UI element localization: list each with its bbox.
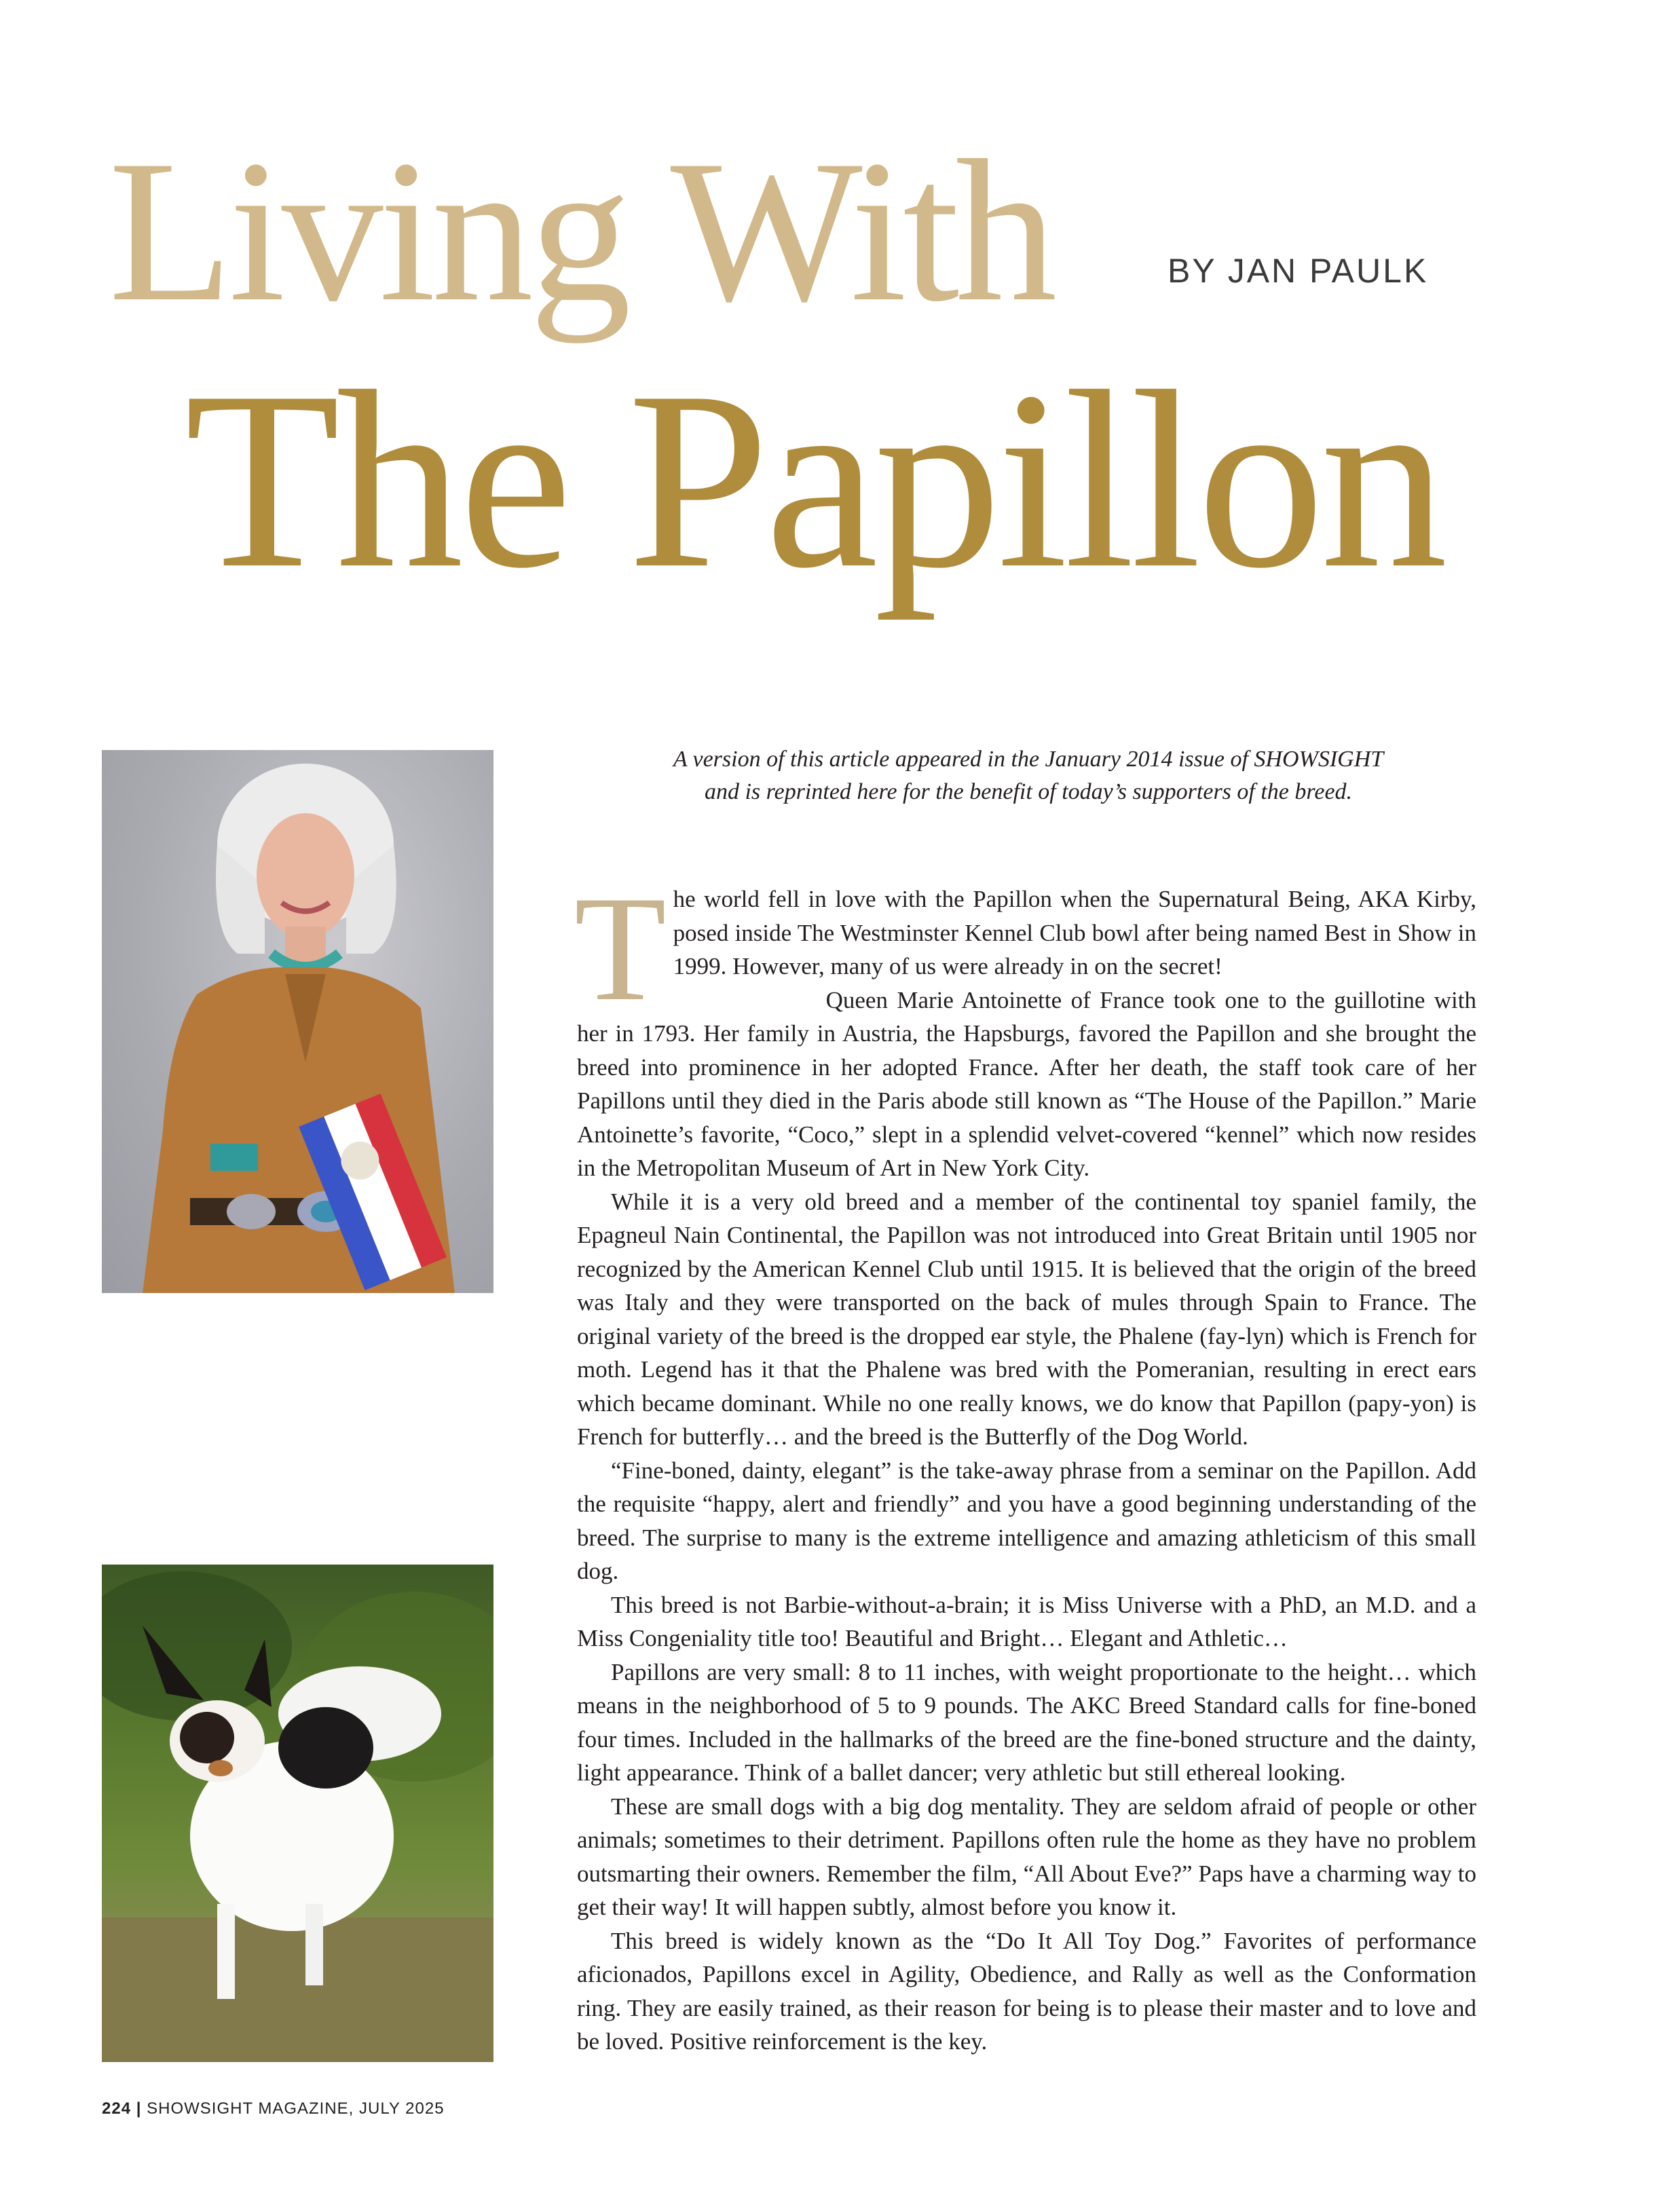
paragraph-3: While it is a very old breed and a member of the continental toy spaniel family, the Epagneul Nain Continental, the Papillon was not introduced into Great Britain until 1905 nor recognized by the American Kennel Club until 1915. It is believed that the origin of the breed was Italy and they were transported on the back of mules through Spain to France. The original variety of the breed is the dropped ear style, the Phalene (fay-lyn) which is French for moth. Legend has it that the Phalene was bred with the Pomeranian, resulting in erect ears which became dominant. While no one really knows, we do know that Papillon (papy-yon) is French for butterfly… and the breed is the Butterfly of the Dog World.: [577, 1188, 1476, 1450]
paragraph-8: This breed is widely known as the “Do It All Toy Dog.” Favorites of performance aficionados, Papillons excel in Agility, Obedience, and Rally as well as the Conformation ring. They are easily trained, as their reason for being is to please their master and to love and be loved. Positive reinforcement is the key.: [577, 1927, 1476, 2055]
paragraph-6: Papillons are very small: 8 to 11 inches, with weight proportionate to the height… which means in the neighborhood of 5 to 9 pounds. The AKC Breed Standard calls for fine-boned four times. Included in the hallmarks of the breed are the fine-boned structure and the dainty, light appearance. Think of a ballet dancer; very athletic but still ethereal looking.: [577, 1658, 1476, 1786]
intro-line-2: and is reprinted here for the benefit of today’s supporters of the breed.: [704, 779, 1353, 804]
publication-name: SHOWSIGHT MAGAZINE, JULY 2025: [147, 2099, 445, 2118]
footer-separator: |: [136, 2099, 142, 2118]
author-photo: [102, 750, 493, 1293]
title-line-2: The Papillon: [185, 339, 1444, 621]
paragraph-7: These are small dogs with a big dog mentality. They are seldom afraid of people or other animals; sometimes to their detriment. Papillons often rule the home as they have no problem outsmarting their owners. Remember the film, “All About Eve?” Paps have a charming way to get their way! It will happen subtly, almost before you know it.: [577, 1793, 1476, 1920]
intro-line-1: A version of this article appeared in the January 2014 issue of SHOWSIGHT: [673, 747, 1384, 772]
article-body: [574, 865, 1476, 2059]
paragraph-1: [574, 865, 1476, 1032]
page-footer: [102, 2099, 445, 2118]
drop-cap: T: [574, 865, 667, 1032]
byline: BY JAN PAULK: [1168, 252, 1429, 290]
paragraph-1-text: he world fell in love with the Papillon when the Supernatural Being, AKA Kirby, posed inside The Westminster Kennel Club bowl after being named Best in Show in 1999. However, many of us were already in on the secret!: [673, 886, 1476, 979]
paragraph-2: Queen Marie Antoinette of France took one to the guillotine with her in 1793. Her family in Austria, the Hapsburgs, favored the Papillon and she brought the breed into prominence in her adopted France. After her death, the staff took care of her Papillons until they died in the Paris abode still known as “The House of the Papillon.” Marie Antoinette’s favorite, “Coco,” slept in a splendid velvet-covered “kennel” which now resides in the Metropolitan Museum of Art in New York City.: [577, 986, 1476, 1181]
paragraph-5: This breed is not Barbie-without-a-brain; it is Miss Universe with a PhD, an M.D. and a Miss Congeniality title too! Beautiful and Bright… Elegant and Athletic…: [577, 1591, 1476, 1651]
page-number: 224: [102, 2099, 132, 2118]
paragraph-4: “Fine-boned, dainty, elegant” is the take-away phrase from a seminar on the Papillon. Add the requisite “happy, alert and friendly” and you have a good beginning understanding of the breed. The surprise to many is the extreme intelligence and amazing athleticism of this small dog.: [577, 1457, 1476, 1584]
title-line-1: Living With: [109, 118, 1053, 343]
intro-note: [577, 743, 1480, 808]
papillon-dog-photo: [102, 1565, 493, 2062]
